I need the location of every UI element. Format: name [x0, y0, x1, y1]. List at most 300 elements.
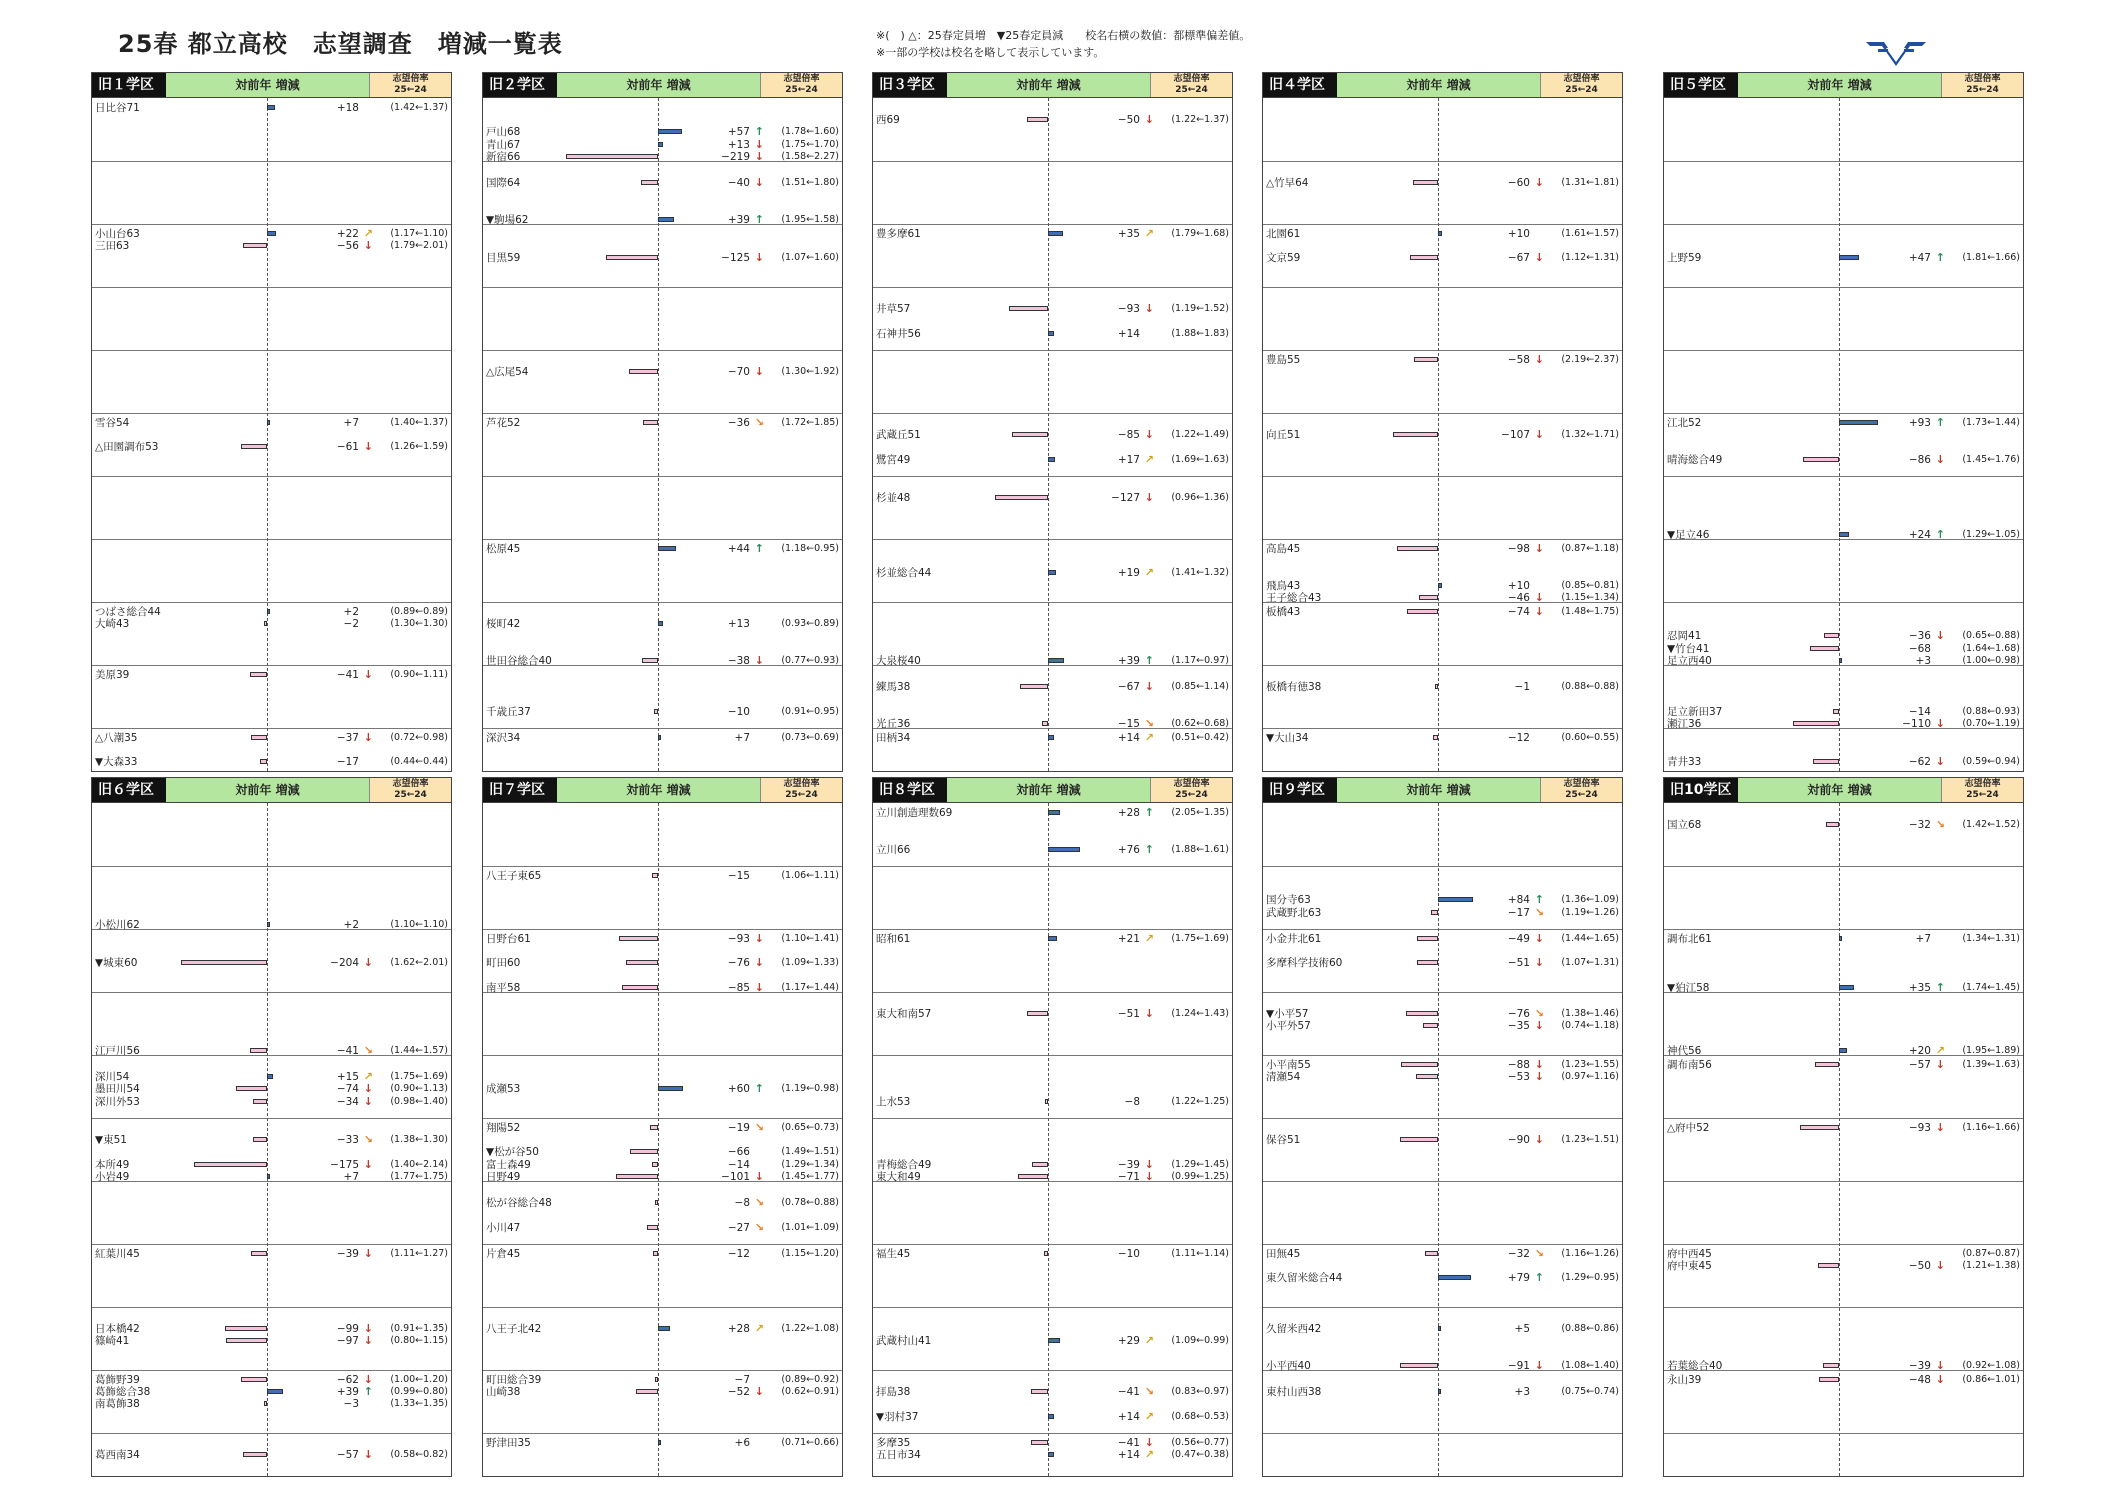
row-divider: [1263, 476, 1622, 477]
change-bar: [267, 1074, 273, 1079]
row-divider: [92, 413, 451, 414]
row-divider: [92, 224, 451, 225]
school-row: [92, 102, 451, 114]
ratio-value: (1.74←1.45): [1962, 981, 2020, 993]
ratio-value: (0.72←0.98): [390, 732, 448, 743]
ratio-value: (0.59←0.94): [1962, 756, 2020, 768]
ratio-value: (1.01←1.09): [781, 1221, 839, 1233]
change-value: −8: [734, 1197, 750, 1210]
arrow-down-right-icon: ↘: [1935, 818, 1945, 832]
change-value: −57: [1908, 1059, 1931, 1071]
row-divider: [483, 350, 842, 351]
change-bar: [1435, 684, 1438, 689]
row-divider: [1263, 350, 1622, 351]
district-name: 旧２学区: [483, 73, 557, 97]
change-value: −48: [1908, 1374, 1931, 1386]
change-bar: [655, 1200, 658, 1205]
change-value: −34: [336, 1095, 359, 1108]
district-header: [92, 778, 451, 803]
change-bar: [1433, 735, 1438, 740]
change-bar: [241, 1377, 267, 1382]
change-bar: [1833, 709, 1839, 714]
school-name: 小松川62: [95, 918, 140, 931]
change-value: +44: [727, 543, 750, 555]
change-bar: [1826, 822, 1839, 827]
change-bar: [253, 1137, 267, 1142]
change-value: −68: [1908, 642, 1931, 655]
school-row: [1263, 429, 1622, 441]
change-bar: [1044, 1251, 1048, 1256]
arrow-down-icon: ↓: [1534, 428, 1544, 442]
row-divider: [483, 1244, 842, 1245]
ratio-value: (1.51←1.80): [781, 177, 839, 189]
arrow-up-icon: ↑: [1144, 653, 1154, 667]
row-divider: [92, 161, 451, 162]
ratio-value: (1.36←1.09): [1561, 894, 1619, 906]
district-name: 旧６学区: [92, 778, 166, 802]
school-row: [1664, 933, 2023, 945]
change-bar: [1048, 1452, 1054, 1457]
ratio-header-bottom: 25←24: [394, 790, 427, 800]
district-name: 旧９学区: [1263, 778, 1337, 802]
ratio-value: (1.79←2.01): [390, 240, 448, 252]
school-row: [483, 732, 842, 744]
arrow-up-right-icon: ↗: [754, 1322, 764, 1336]
change-value: −98: [1507, 543, 1530, 555]
arrow-down-icon: ↓: [363, 956, 373, 970]
arrow-down-icon: ↓: [363, 1094, 373, 1108]
school-name: 東久留米総合44: [1266, 1272, 1343, 1285]
change-value: +15: [336, 1071, 359, 1084]
ratio-value: (1.40←2.14): [390, 1158, 448, 1170]
school-row: [1263, 1071, 1622, 1083]
ratio-value: (1.42←1.37): [390, 102, 448, 113]
change-bar: [658, 142, 663, 147]
district-name: 旧８学区: [873, 778, 947, 802]
row-divider: [873, 350, 1232, 351]
school-name: 石神井56: [876, 327, 921, 340]
school-name: 大崎43: [95, 618, 130, 631]
ratio-value: (0.88←0.93): [1962, 705, 2020, 717]
row-divider: [483, 1055, 842, 1056]
row-divider: [483, 1118, 842, 1119]
school-name: 武蔵丘51: [876, 429, 921, 442]
school-row: [483, 1248, 842, 1260]
school-name: 井草57: [876, 303, 911, 316]
school-row: [483, 1083, 842, 1095]
arrow-up-icon: ↑: [754, 125, 764, 139]
school-row: [483, 1146, 842, 1158]
change-bar: [616, 1174, 658, 1179]
school-name: △竹早64: [1266, 177, 1309, 190]
arrow-down-icon: ↓: [1144, 1169, 1154, 1183]
school-row: [1263, 1134, 1622, 1146]
ratio-value: (1.23←1.51): [1561, 1134, 1619, 1146]
change-value: −107: [1501, 429, 1530, 442]
change-bar: [1839, 1048, 1847, 1053]
change-bar: [251, 735, 267, 740]
change-value: +3: [1514, 1386, 1530, 1399]
school-row: [483, 417, 842, 429]
row-divider: [483, 929, 842, 930]
change-bar: [643, 420, 658, 425]
row-divider: [92, 350, 451, 351]
school-name: 戸山68: [486, 126, 521, 139]
change-value: −74: [336, 1083, 359, 1096]
school-name: 八王子東65: [486, 870, 542, 882]
ratio-value: (1.06←1.11): [781, 870, 839, 881]
arrow-down-icon: ↓: [1935, 1358, 1945, 1372]
ratio-value: (1.79←1.68): [1171, 228, 1229, 239]
change-value: −2: [343, 618, 359, 631]
row-divider: [873, 539, 1232, 540]
ratio-value: (0.99←0.80): [390, 1386, 448, 1398]
school-row: [483, 1122, 842, 1134]
school-name: 豊多摩61: [876, 228, 921, 240]
school-name: 高島45: [1266, 543, 1301, 555]
ratio-column-header: [1540, 778, 1622, 802]
change-bar: [1413, 180, 1438, 185]
ratio-value: (1.29←1.34): [781, 1158, 839, 1170]
change-value: −39: [1908, 1359, 1931, 1372]
ratio-value: (1.95←1.58): [781, 213, 839, 225]
school-name: 豊島55: [1266, 354, 1301, 366]
change-bar: [250, 672, 267, 677]
school-row: [483, 957, 842, 969]
change-value: −38: [727, 654, 750, 667]
school-row: [1263, 933, 1622, 945]
school-row: [873, 328, 1232, 340]
ratio-column-header: [1941, 778, 2023, 802]
district-panel: [91, 72, 452, 772]
change-bar: [267, 922, 270, 927]
district-name: 旧４学区: [1263, 73, 1337, 97]
school-row: [92, 1045, 451, 1057]
arrow-up-right-icon: ↗: [1144, 1448, 1154, 1462]
change-value: +14: [1117, 1410, 1140, 1423]
ratio-value: (1.88←1.61): [1171, 843, 1229, 855]
change-bar: [1042, 721, 1048, 726]
ratio-value: (1.10←1.10): [390, 918, 448, 930]
school-name: 瀬江36: [1667, 717, 1702, 730]
ratio-column-header: [760, 73, 842, 97]
ratio-header-top: 志望倍率: [392, 779, 429, 789]
row-divider: [92, 1433, 451, 1434]
row-divider: [483, 539, 842, 540]
school-name: 多摩科学技術60: [1266, 957, 1343, 970]
ratio-value: (0.62←0.68): [1171, 717, 1229, 729]
arrow-down-icon: ↓: [1144, 491, 1154, 505]
ratio-value: (1.19←1.52): [1171, 303, 1229, 315]
school-name: 青山67: [486, 138, 521, 151]
change-value: −40: [727, 177, 750, 190]
change-bar: [1027, 117, 1048, 122]
district-header: [1664, 778, 2023, 803]
change-value: −52: [727, 1386, 750, 1399]
change-value: −41: [1117, 1386, 1140, 1399]
ratio-header-bottom: 25←24: [785, 85, 818, 95]
ratio-header-bottom: 25←24: [1966, 85, 1999, 95]
change-bar: [1815, 1062, 1839, 1067]
row-divider: [92, 665, 451, 666]
school-row: [1664, 1374, 2023, 1386]
change-bar: [1425, 1251, 1438, 1256]
ratio-value: (1.75←1.69): [1171, 933, 1229, 944]
school-name: 福生45: [876, 1248, 911, 1260]
change-value: +14: [1117, 1449, 1140, 1462]
district-panel: [1663, 72, 2024, 772]
school-row: [1664, 630, 2023, 642]
school-name: 国際64: [486, 177, 521, 190]
change-value: −14: [727, 1158, 750, 1171]
change-bar: [194, 1162, 268, 1167]
school-name: 江戸川56: [95, 1044, 140, 1057]
change-value: −51: [1117, 1008, 1140, 1021]
ratio-value: (0.65←0.73): [781, 1122, 839, 1133]
change-bar: [267, 231, 276, 236]
change-value: −101: [721, 1170, 750, 1183]
ratio-value: (1.07←1.60): [781, 252, 839, 264]
ratio-value: (0.91←1.35): [390, 1323, 448, 1335]
change-column-header: 対前年 増減: [1738, 778, 1941, 802]
change-bar: [243, 243, 267, 248]
change-value: −62: [1908, 756, 1931, 769]
row-divider: [483, 1370, 842, 1371]
change-value: −17: [1507, 906, 1530, 919]
change-bar: [1803, 457, 1839, 462]
arrow-down-icon: ↓: [1534, 251, 1544, 265]
school-name: 東村山西38: [1266, 1386, 1322, 1399]
row-divider: [1664, 1244, 2023, 1245]
school-name: 板橋43: [1266, 606, 1301, 618]
ratio-value: (2.19←2.37): [1561, 354, 1619, 365]
school-name: 練馬38: [876, 681, 911, 694]
change-value: +14: [1117, 732, 1140, 744]
change-bar: [1048, 231, 1063, 236]
ratio-value: (1.09←1.33): [781, 957, 839, 969]
school-row: [1263, 732, 1622, 744]
school-name: 武蔵野北63: [1266, 906, 1322, 919]
ratio-value: (1.30←1.92): [781, 366, 839, 378]
school-name: 五日市34: [876, 1449, 921, 1462]
ratio-value: (1.22←1.08): [781, 1323, 839, 1335]
school-row: [483, 1374, 842, 1386]
school-name: 昭和61: [876, 933, 911, 945]
ratio-value: (1.07←1.31): [1561, 957, 1619, 969]
school-row: [483, 870, 842, 882]
arrow-down-icon: ↓: [1144, 1007, 1154, 1021]
school-row: [1263, 1272, 1622, 1284]
school-name: 芦花52: [486, 417, 521, 429]
change-bar: [636, 1389, 658, 1394]
ratio-value: (0.44←0.44): [390, 756, 448, 768]
school-row: [1664, 1248, 2023, 1260]
change-bar: [1048, 936, 1057, 941]
arrow-up-icon: ↑: [363, 1385, 373, 1399]
change-value: +21: [1117, 933, 1140, 945]
school-name: ▼城東60: [95, 957, 138, 970]
arrow-down-icon: ↓: [1534, 542, 1544, 555]
change-bar: [1839, 420, 1878, 425]
school-row: [1263, 543, 1622, 555]
change-value: +28: [727, 1323, 750, 1336]
change-bar: [1009, 306, 1048, 311]
district-header: [483, 73, 842, 98]
school-row: [1263, 252, 1622, 264]
change-bar: [1400, 1363, 1438, 1368]
arrow-down-icon: ↓: [754, 956, 764, 970]
row-divider: [1664, 413, 2023, 414]
ratio-value: (1.17←1.10): [390, 228, 448, 239]
change-value: −51: [1507, 957, 1530, 970]
change-column-header: 対前年 増減: [1337, 73, 1540, 97]
change-bar: [1414, 357, 1438, 362]
school-row: [92, 1335, 451, 1347]
school-row: [1263, 1059, 1622, 1071]
district-panel: [1262, 72, 1623, 772]
change-bar: [1018, 1174, 1048, 1179]
change-bar: [1438, 1275, 1471, 1280]
change-bar: [1839, 985, 1854, 990]
ratio-column-header: [1150, 778, 1232, 802]
ratio-value: (1.23←1.55): [1561, 1059, 1619, 1070]
row-divider: [1263, 539, 1622, 540]
ratio-value: (1.18←0.95): [781, 543, 839, 554]
row-divider: [1263, 1307, 1622, 1308]
arrow-down-icon: ↓: [1534, 1019, 1544, 1033]
district-panel: [1663, 777, 2024, 1477]
row-divider: [92, 992, 451, 993]
ratio-column-header: [760, 778, 842, 802]
school-row: [92, 1323, 451, 1335]
change-bar: [658, 129, 682, 134]
ratio-header-bottom: 25←24: [785, 790, 818, 800]
school-row: [1664, 756, 2023, 768]
school-row: [1664, 252, 2023, 264]
change-bar: [1810, 646, 1839, 651]
school-name: 大泉桜40: [876, 654, 921, 667]
school-row: [873, 114, 1232, 126]
arrow-down-right-icon: ↘: [1144, 1385, 1154, 1399]
change-bar: [622, 985, 658, 990]
school-row: [1263, 354, 1622, 366]
change-bar: [652, 1162, 658, 1167]
arrow-down-icon: ↓: [1935, 1121, 1945, 1134]
change-bar: [655, 1377, 658, 1382]
school-name: つばさ総合44: [95, 606, 161, 618]
arrow-up-right-icon: ↗: [1935, 1043, 1945, 1057]
row-divider: [1263, 1118, 1622, 1119]
row-divider: [92, 866, 451, 867]
change-bar: [654, 709, 658, 714]
school-row: [483, 1159, 842, 1171]
change-value: +2: [343, 606, 359, 618]
school-name: 東大和49: [876, 1170, 921, 1183]
school-row: [873, 1437, 1232, 1449]
change-bar: [658, 735, 661, 740]
change-bar: [1012, 432, 1048, 437]
arrow-down-icon: ↓: [754, 1385, 764, 1399]
ratio-value: (0.86←1.01): [1962, 1374, 2020, 1385]
school-row: [1664, 643, 2023, 655]
school-name: 南葛飾38: [95, 1398, 140, 1411]
school-name: 雪谷54: [95, 417, 130, 429]
ratio-value: (1.16←1.66): [1962, 1122, 2020, 1133]
ratio-value: (2.05←1.35): [1171, 807, 1229, 818]
arrow-down-icon: ↓: [1935, 1058, 1945, 1071]
arrow-down-icon: ↓: [1935, 629, 1945, 643]
school-row: [1664, 718, 2023, 730]
ratio-value: (1.39←1.63): [1962, 1059, 2020, 1070]
school-row: [1263, 894, 1622, 906]
school-name: △八潮35: [95, 732, 138, 744]
school-row: [92, 957, 451, 969]
arrow-up-icon: ↑: [1144, 806, 1154, 819]
change-bar: [630, 1149, 658, 1154]
arrow-down-icon: ↓: [1534, 1070, 1544, 1084]
school-name: 立川66: [876, 843, 911, 856]
ratio-value: (1.21←1.38): [1962, 1260, 2020, 1272]
arrow-up-right-icon: ↗: [363, 1070, 373, 1084]
row-divider: [1664, 1307, 2023, 1308]
school-row: [92, 756, 451, 768]
school-name: 紅葉川45: [95, 1248, 140, 1260]
row-divider: [873, 929, 1232, 930]
school-name: △広尾54: [486, 366, 529, 379]
school-name: 西69: [876, 114, 900, 127]
school-name: 千歳丘37: [486, 705, 531, 718]
school-row: [873, 1411, 1232, 1423]
arrow-up-right-icon: ↗: [1144, 1334, 1154, 1348]
school-name: 墨田川54: [95, 1083, 140, 1096]
change-value: +57: [727, 126, 750, 139]
school-row: [873, 1449, 1232, 1461]
arrow-down-icon: ↓: [1534, 932, 1544, 945]
arrow-down-icon: ↓: [1144, 428, 1154, 442]
change-value: −50: [1908, 1260, 1931, 1273]
school-row: [92, 1071, 451, 1083]
district-name: 旧１学区: [92, 73, 166, 97]
school-name: ▼松が谷50: [486, 1146, 539, 1159]
ratio-value: (0.90←1.13): [390, 1083, 448, 1095]
change-value: +35: [1117, 228, 1140, 240]
school-row: [1664, 655, 2023, 667]
change-value: −86: [1908, 453, 1931, 466]
change-value: +3: [1915, 654, 1931, 667]
change-bar: [226, 1338, 267, 1343]
school-name: 小山台63: [95, 228, 140, 240]
arrow-down-icon: ↓: [1935, 755, 1945, 769]
ratio-column-header: [1941, 73, 2023, 97]
change-bar: [658, 546, 676, 551]
zero-line: [1839, 98, 1840, 771]
arrow-up-icon: ↑: [1935, 980, 1945, 994]
ratio-header-bottom: 25←24: [1175, 85, 1208, 95]
ratio-value: (1.34←1.31): [1962, 933, 2020, 944]
school-row: [873, 1008, 1232, 1020]
change-bar: [1032, 1162, 1048, 1167]
change-value: −219: [721, 150, 750, 163]
ratio-value: (1.19←0.98): [781, 1083, 839, 1095]
school-name: 八王子北42: [486, 1323, 542, 1336]
row-divider: [1263, 866, 1622, 867]
school-name: 調布南56: [1667, 1059, 1712, 1071]
row-divider: [483, 728, 842, 729]
change-value: +7: [734, 732, 750, 744]
school-name: 調布北61: [1667, 933, 1712, 945]
ratio-value: (0.58←0.82): [390, 1449, 448, 1461]
zero-line: [658, 98, 659, 771]
